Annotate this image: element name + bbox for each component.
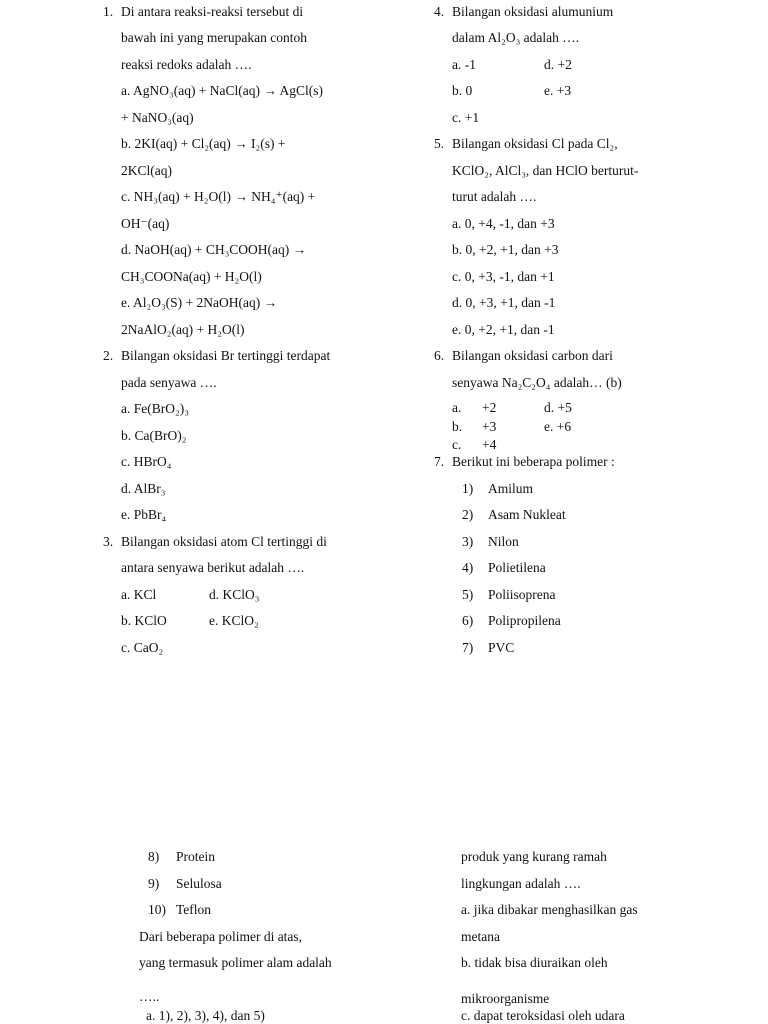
option-text: d. +5 xyxy=(544,400,572,415)
question-text: KClO₂, AlCl₃, dan HClO berturut- xyxy=(452,163,639,178)
option-text: e. +6 xyxy=(544,419,572,434)
option-text: + NaNO₃(aq) xyxy=(121,110,194,125)
option-text: 2NaAlO₂(aq) + H₂O(l) xyxy=(121,322,245,337)
list-item-number: 3) xyxy=(462,534,474,549)
option-text: c. CaO₂ xyxy=(121,640,164,655)
list-item-text: Polipropilena xyxy=(488,613,561,628)
option-text: b. 2KI(aq) + Cl₂(aq) → I₂(s) + xyxy=(121,136,286,151)
option-text: a. 1), 2), 3), 4), dan 5) xyxy=(146,1008,265,1023)
option-text: d. +2 xyxy=(544,57,572,72)
question-text: Bilangan oksidasi carbon dari xyxy=(452,348,613,363)
list-item-number: 6) xyxy=(462,613,474,628)
list-item-number: 7) xyxy=(462,640,474,655)
option-text: OH⁻(aq) xyxy=(121,216,170,231)
list-item-text: Nilon xyxy=(488,534,519,549)
list-item-number: 2) xyxy=(462,507,474,522)
question-text: reaksi redoks adalah …. xyxy=(121,57,252,72)
question-number: 3. xyxy=(103,534,114,549)
option-text: b. KClO xyxy=(121,613,167,628)
question-text: Di antara reaksi-reaksi tersebut di xyxy=(121,4,304,19)
option-value: +2 xyxy=(482,400,497,415)
question-number: 6. xyxy=(434,348,445,363)
list-item-text: Selulosa xyxy=(176,876,222,891)
list-item-number: 8) xyxy=(148,849,160,864)
list-item-text: Teflon xyxy=(176,902,212,917)
option-text: e. Al₂O₃(S) + 2NaOH(aq) → xyxy=(121,295,278,310)
option-text: a. AgNO₃(aq) + NaCl(aq) → AgCl(s) xyxy=(121,83,324,98)
list-item-text: Asam Nukleat xyxy=(488,507,566,522)
option-text: a. jika dibakar menghasilkan gas xyxy=(461,902,638,917)
option-text: metana xyxy=(461,929,500,944)
list-item-number: 10) xyxy=(148,902,166,917)
question-text: pada senyawa …. xyxy=(121,375,217,390)
option-text: b. tidak bisa diuraikan oleh xyxy=(461,955,608,970)
option-text: c. +1 xyxy=(452,110,480,125)
option-text: e. KClO₂ xyxy=(209,613,259,628)
question-text: Dari beberapa polimer di atas, xyxy=(139,929,303,944)
question-text: bawah ini yang merupakan contoh xyxy=(121,30,307,45)
question-number: 2. xyxy=(103,348,114,363)
question-text: Bilangan oksidasi atom Cl tertinggi di xyxy=(121,534,327,549)
list-item-text: Poliisoprena xyxy=(488,587,556,602)
list-item-text: Protein xyxy=(176,849,215,864)
option-text: c. HBrO₄ xyxy=(121,454,172,469)
option-value: +3 xyxy=(482,419,497,434)
question-text: turut adalah …. xyxy=(452,189,537,204)
question-number: 7. xyxy=(434,454,445,469)
question-text: senyawa Na₂C₂O₄ adalah… (b) xyxy=(452,375,622,390)
list-item-text: PVC xyxy=(488,640,515,655)
option-text: e. +3 xyxy=(544,83,572,98)
list-item-number: 4) xyxy=(462,560,474,575)
option-text: c. dapat teroksidasi oleh udara xyxy=(461,1008,625,1023)
question-number: 4. xyxy=(434,4,445,19)
option-text: CH₃COONa(aq) + H₂O(l) xyxy=(121,269,262,284)
option-text: a. KCl xyxy=(121,587,157,602)
option-text: b. 0 xyxy=(452,83,473,98)
option-text: c. 0, +3, -1, dan +1 xyxy=(452,269,555,284)
question-text: dalam Al₂O₃ adalah …. xyxy=(452,30,580,45)
question-text: Berikut ini beberapa polimer : xyxy=(452,454,615,469)
option-text: e. 0, +2, +1, dan -1 xyxy=(452,322,555,337)
option-text: mikroorganisme xyxy=(461,991,550,1006)
question-number: 1. xyxy=(103,4,114,19)
option-text: d. 0, +3, +1, dan -1 xyxy=(452,295,556,310)
option-text: a. 0, +4, -1, dan +3 xyxy=(452,216,555,231)
option-text: c. NH₃(aq) + H₂O(l) → NH₄⁺(aq) + xyxy=(121,189,316,204)
option-text: a. Fe(BrO₂)₃ xyxy=(121,401,189,416)
option-text: d. NaOH(aq) + CH₃COOH(aq) → xyxy=(121,242,307,257)
option-value: +4 xyxy=(482,437,497,452)
question-text: Bilangan oksidasi Cl pada Cl₂, xyxy=(452,136,618,151)
option-text: b. Ca(BrO)₂ xyxy=(121,428,187,443)
question-text: Bilangan oksidasi Br tertinggi terdapat xyxy=(121,348,331,363)
option-letter: b. xyxy=(452,419,463,434)
list-item-text: Polietilena xyxy=(488,560,546,575)
option-text: a. -1 xyxy=(452,57,476,72)
question-text: Bilangan oksidasi alumunium xyxy=(452,4,614,19)
continuation-text: produk yang kurang ramah xyxy=(461,849,607,864)
list-item-text: Amilum xyxy=(488,481,534,496)
option-text: e. PbBr₄ xyxy=(121,507,167,522)
question-text: antara senyawa berikut adalah …. xyxy=(121,560,305,575)
option-text: d. KClO₃ xyxy=(209,587,260,602)
option-text: b. 0, +2, +1, dan +3 xyxy=(452,242,559,257)
option-text: d. AlBr₃ xyxy=(121,481,166,496)
continuation-text: lingkungan adalah …. xyxy=(461,876,581,891)
option-letter: c. xyxy=(452,437,462,452)
list-item-number: 5) xyxy=(462,587,474,602)
list-item-number: 1) xyxy=(462,481,474,496)
option-text: 2KCl(aq) xyxy=(121,163,172,178)
question-number: 5. xyxy=(434,136,445,151)
question-text: ….. xyxy=(139,989,160,1004)
option-letter: a. xyxy=(452,400,462,415)
question-text: yang termasuk polimer alam adalah xyxy=(139,955,332,970)
list-item-number: 9) xyxy=(148,876,160,891)
